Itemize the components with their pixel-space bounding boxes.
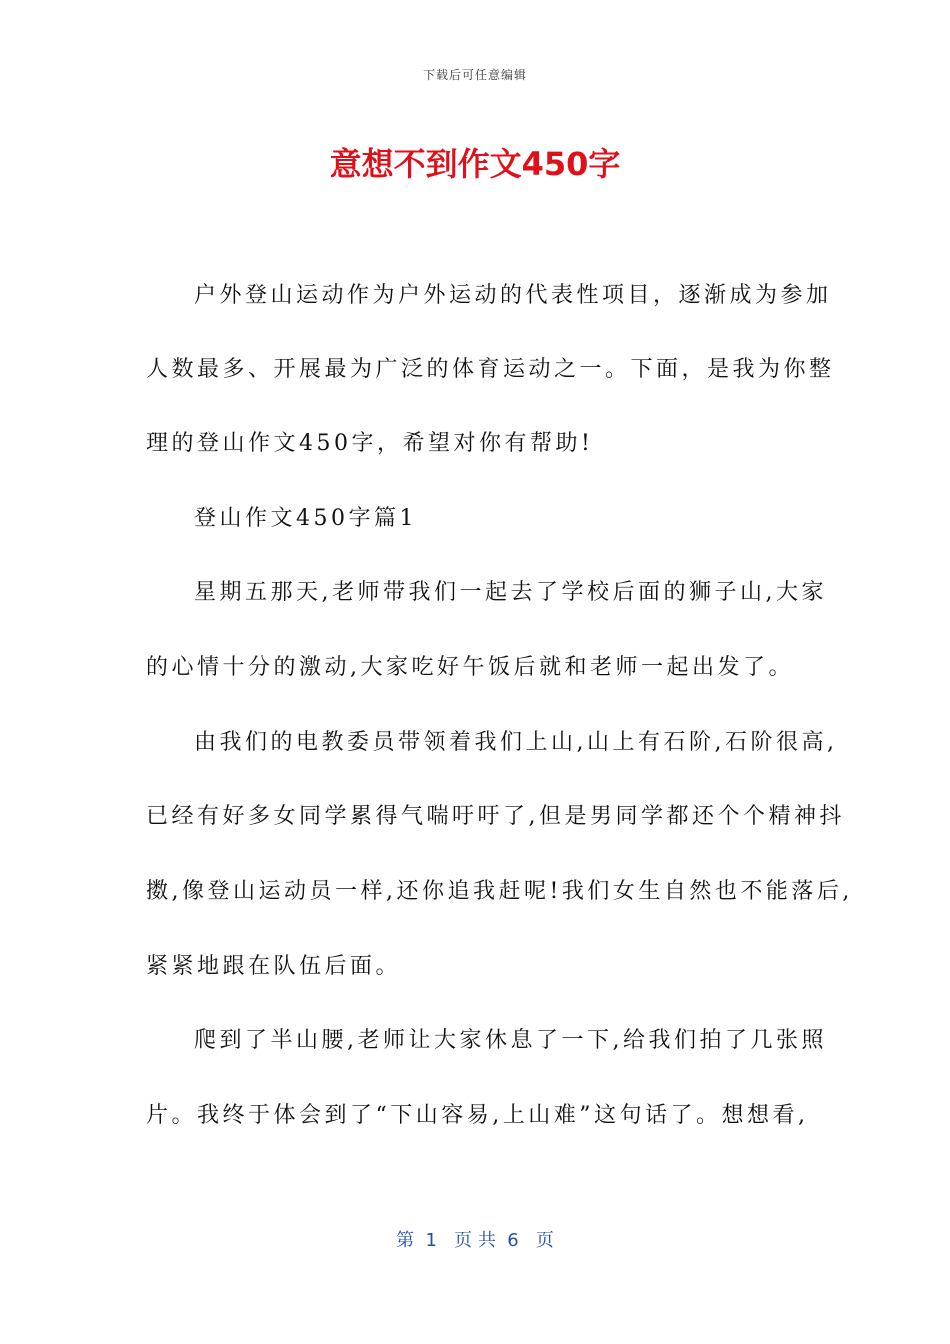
paragraph-line: 片。我终于体会到了“下山容易,上山难”这句话了。想想看,	[146, 1103, 809, 1128]
section-heading: 登山作文450字篇1	[194, 506, 417, 531]
paragraph-line: 爬到了半山腰,老师让大家休息了一下,给我们拍了几张照	[194, 1028, 827, 1053]
document-title: 意想不到作文450字	[329, 145, 621, 183]
paragraph-line: 紧紧地跟在队伍后面。	[146, 954, 402, 979]
paragraph-line: 的心情十分的激动,大家吃好午饭后就和老师一起出发了。	[146, 655, 794, 680]
paragraph-line: 擞,像登山运动员一样,还你追我赶呢!我们女生自然也不能落后,	[146, 879, 853, 904]
paragraph-line: 理的登山作文450字，希望对你有帮助!	[146, 431, 594, 456]
header-note: 下载后可任意编辑	[422, 68, 527, 82]
paragraph-line: 人数最多、开展最为广泛的体育运动之一。下面，是我为你整	[146, 357, 835, 382]
paragraph-line: 户外登山运动作为户外运动的代表性项目，逐渐成为参加	[194, 283, 832, 308]
paragraph-line: 已经有好多女同学累得气喘吁吁了,但是男同学都还个个精神抖	[146, 804, 845, 829]
paragraph-line: 由我们的电教委员带领着我们上山,山上有石阶,石阶很高,	[194, 730, 838, 755]
paragraph-line: 星期五那天,老师带我们一起去了学校后面的狮子山,大家	[194, 580, 827, 605]
page-number-footer: 第 1 页 共 6 页	[396, 1230, 554, 1251]
